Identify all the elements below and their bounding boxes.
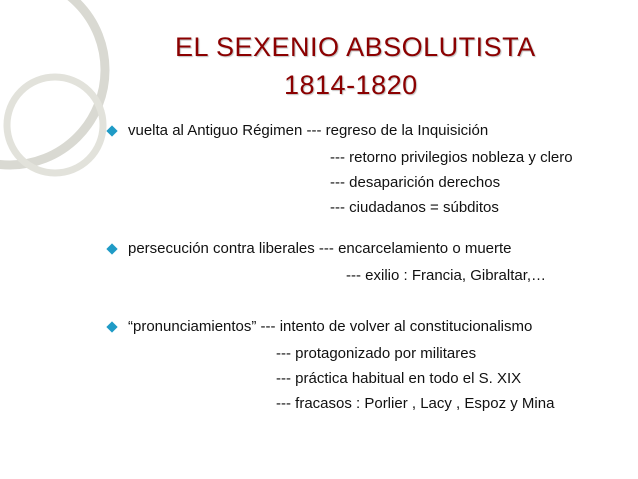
bullet-icon [106, 243, 117, 254]
bullet-icon [106, 321, 117, 332]
bullet-1-sub-2: --- desaparición derechos [330, 174, 501, 191]
title-line-2: 1814-1820 [284, 70, 418, 100]
bullet-1-sub-3: --- ciudadanos = súbditos [330, 199, 499, 216]
bullet-3-sub-2: --- práctica habitual en todo el S. XIX [276, 370, 522, 387]
title-line-1: EL SEXENIO ABSOLUTISTA [175, 32, 536, 62]
bullet-3-sub-1: --- protagonizado por militares [276, 345, 477, 362]
bullet-1-sub-1: --- retorno privilegios nobleza y clero [330, 149, 573, 166]
decorative-circles [0, 0, 140, 200]
decorative-circle-large [0, 0, 105, 165]
bullet-3-sub-3: --- fracasos : Porlier , Lacy , Espoz y Mina [276, 395, 555, 412]
bullet-1-text: vuelta al Antiguo Régimen --- regreso de la Inquisición [128, 122, 489, 139]
bullet-3-text: “pronunciamientos” --- intento de volver al constitucionalismo [128, 318, 533, 335]
bullet-2-sub-1: --- exilio : Francia, Gibraltar,… [346, 267, 547, 284]
bullet-2-text: persecución contra liberales --- encarcelamiento o muerte [128, 240, 512, 257]
